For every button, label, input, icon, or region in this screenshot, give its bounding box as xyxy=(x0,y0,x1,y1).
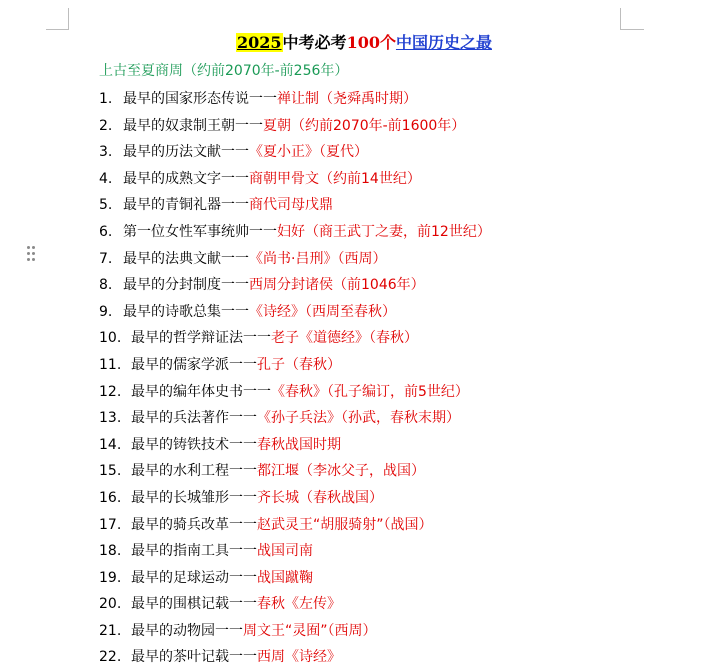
item-answer: 战国司南 xyxy=(257,543,313,560)
item-number: 6. xyxy=(99,223,113,240)
list-item xyxy=(99,139,491,166)
list-item xyxy=(99,538,491,565)
list-item xyxy=(99,113,491,140)
list-item xyxy=(99,405,491,432)
item-answer: 《夏小正》（夏代） xyxy=(249,144,368,161)
item-question: 最早的诗歌总集一一 xyxy=(123,303,249,320)
item-number: 15. xyxy=(99,463,122,480)
item-answer: 春秋战国时期 xyxy=(257,436,341,453)
item-answer: 老子《道德经》（春秋） xyxy=(271,330,418,347)
item-answer: 夏朝（约前2070年-前1600年） xyxy=(263,117,466,134)
drag-handle-icon[interactable] xyxy=(27,246,37,262)
title-year: 2025 xyxy=(237,33,282,52)
item-answer: 《诗经》（西周至春秋） xyxy=(249,303,396,320)
list-item xyxy=(99,379,491,406)
list-item xyxy=(99,299,491,326)
item-question: 最早的茶叶记载一一 xyxy=(131,649,257,666)
item-question: 最早的分封制度一一 xyxy=(123,277,249,294)
history-list xyxy=(99,86,491,671)
item-number: 14. xyxy=(99,436,122,453)
item-question: 最早的奴隶制王朝一一 xyxy=(123,117,263,134)
list-item xyxy=(99,192,491,219)
item-answer: 西周分封诸侯（前1046年） xyxy=(249,277,425,294)
crop-mark-top-right xyxy=(620,29,644,30)
item-question: 最早的哲学辩证法一一 xyxy=(131,330,271,347)
list-item xyxy=(99,458,491,485)
item-answer: 商朝甲骨文（约前14世纪） xyxy=(249,170,421,187)
item-answer: 孔子（春秋） xyxy=(257,356,341,373)
list-item xyxy=(99,512,491,539)
item-answer: 周文王“灵囿”（西周） xyxy=(243,622,377,639)
item-number: 10. xyxy=(99,330,122,347)
item-answer: 禅让制（尧舜禹时期） xyxy=(277,91,417,107)
item-question: 最早的青铜礼器一一 xyxy=(123,197,249,214)
crop-mark-top-right xyxy=(620,8,621,30)
list-item xyxy=(99,325,491,352)
item-question: 最早的铸铁技术一一 xyxy=(131,436,257,453)
item-question: 最早的编年体史书一一 xyxy=(131,383,271,400)
item-number: 1. xyxy=(99,91,113,107)
crop-mark-top-left xyxy=(68,8,69,30)
item-number: 12. xyxy=(99,383,122,400)
title-tail: 中国历史之最 xyxy=(395,33,492,52)
item-question: 最早的法典文献一一 xyxy=(123,250,249,267)
item-answer: 商代司母戊鼎 xyxy=(249,197,333,214)
item-answer: 战国蹴鞠 xyxy=(257,569,313,586)
item-answer: 齐长城（春秋战国） xyxy=(257,489,383,506)
item-number: 20. xyxy=(99,596,122,613)
item-question: 最早的成熟文字一一 xyxy=(123,170,249,187)
list-item xyxy=(99,166,491,193)
item-number: 8. xyxy=(99,277,113,294)
item-number: 3. xyxy=(99,144,113,161)
item-answer: 西周《诗经》 xyxy=(257,649,341,666)
item-question: 最早的历法文献一一 xyxy=(123,144,249,161)
item-question: 最早的足球运动一一 xyxy=(131,569,257,586)
title-middle: 中考必考 xyxy=(282,33,347,52)
list-item xyxy=(99,272,491,299)
item-number: 17. xyxy=(99,516,122,533)
document-title xyxy=(0,32,728,54)
item-number: 13. xyxy=(99,410,122,427)
title-number: 100个 xyxy=(346,33,396,52)
item-answer: 赵武灵王“胡服骑射”（战国） xyxy=(257,516,433,533)
item-number: 22. xyxy=(99,649,122,666)
item-number: 2. xyxy=(99,117,113,134)
item-number: 18. xyxy=(99,543,122,560)
list-item xyxy=(99,432,491,459)
item-question: 最早的国家形态传说一一 xyxy=(123,91,277,107)
item-number: 16. xyxy=(99,489,122,506)
item-number: 5. xyxy=(99,197,113,214)
item-question: 最早的骑兵改革一一 xyxy=(131,516,257,533)
item-question: 第一位女性军事统帅一一 xyxy=(123,223,277,240)
item-number: 9. xyxy=(99,303,113,320)
list-item xyxy=(99,219,491,246)
item-number: 19. xyxy=(99,569,122,586)
item-question: 最早的指南工具一一 xyxy=(131,543,257,560)
item-number: 4. xyxy=(99,170,113,187)
item-answer: 《春秋》（孔子编订，前5世纪） xyxy=(271,383,469,400)
list-item xyxy=(99,565,491,592)
item-answer: 妇好（商王武丁之妻，前12世纪） xyxy=(277,223,491,240)
section-heading: 上古至夏商周（约前2070年-前256年） xyxy=(99,63,349,79)
list-item xyxy=(99,644,491,671)
item-answer: 都江堰（李冰父子，战国） xyxy=(257,463,425,480)
item-number: 21. xyxy=(99,622,122,639)
item-question: 最早的围棋记载一一 xyxy=(131,596,257,613)
list-item xyxy=(99,86,491,113)
list-item xyxy=(99,591,491,618)
item-question: 最早的动物园一一 xyxy=(131,622,243,639)
list-item xyxy=(99,246,491,273)
item-answer: 《孙子兵法》（孙武，春秋末期） xyxy=(257,410,460,427)
list-item xyxy=(99,618,491,645)
list-item xyxy=(99,352,491,379)
list-item xyxy=(99,485,491,512)
item-question: 最早的兵法著作一一 xyxy=(131,410,257,427)
item-question: 最早的水利工程一一 xyxy=(131,463,257,480)
item-answer: 春秋《左传》 xyxy=(257,596,341,613)
item-number: 11. xyxy=(99,356,122,373)
crop-mark-top-left xyxy=(46,29,69,30)
item-number: 7. xyxy=(99,250,113,267)
item-question: 最早的长城雏形一一 xyxy=(131,489,257,506)
item-answer: 《尚书·吕刑》（西周） xyxy=(249,250,387,267)
item-question: 最早的儒家学派一一 xyxy=(131,356,257,373)
